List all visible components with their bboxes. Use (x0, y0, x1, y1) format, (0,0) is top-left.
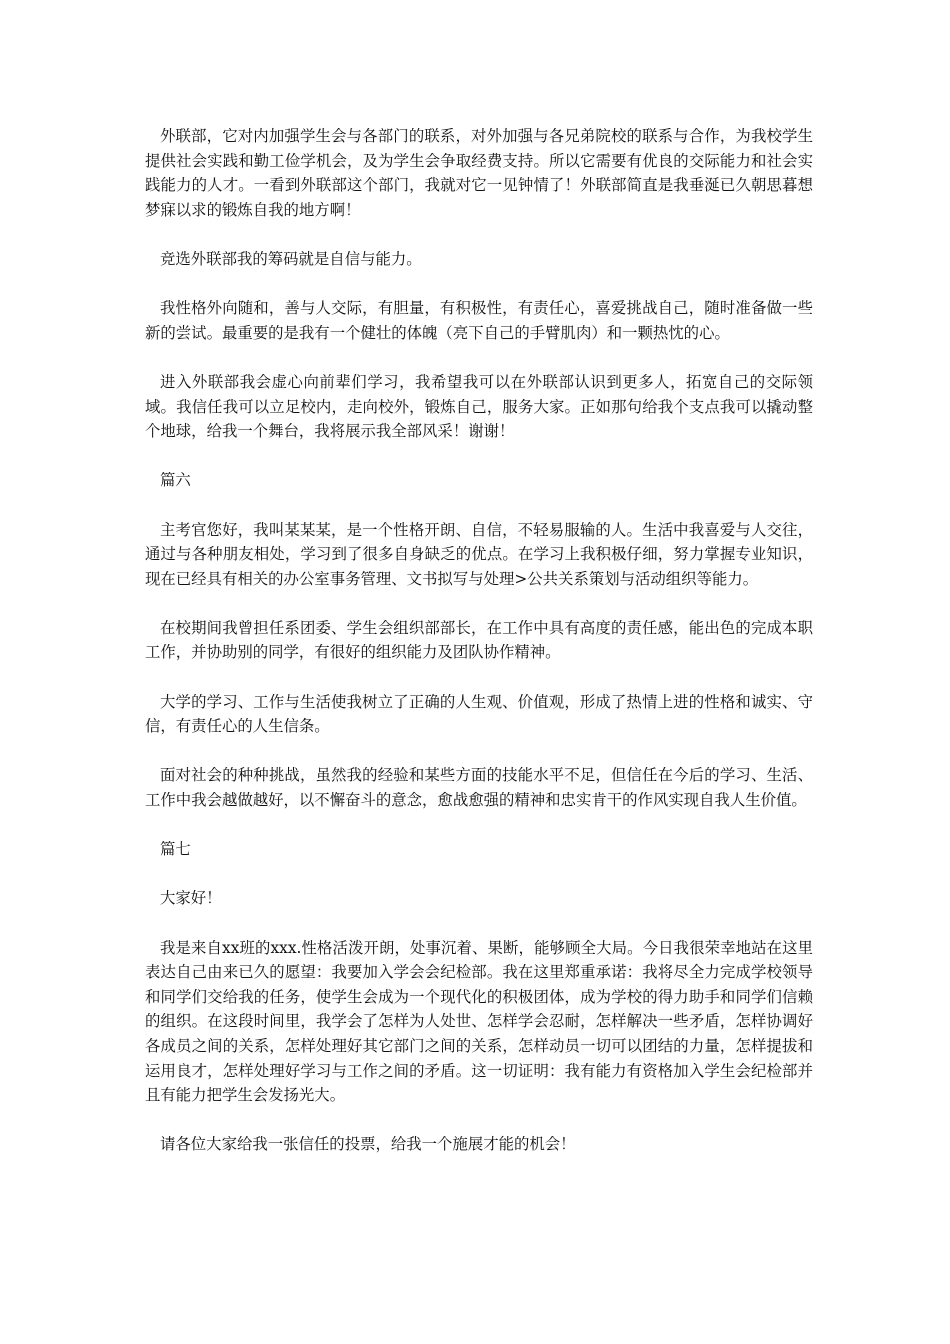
section-heading-six: 篇六 (160, 471, 191, 490)
paragraph-values: 大学的学习、工作与生活使我树立了正确的人生观、价值观，形成了热情上进的性格和诚实、守信，有责任心的人生信条。 (145, 692, 813, 736)
paragraph-greeting: 大家好！ (160, 889, 222, 908)
paragraph-challenges: 面对社会的种种挑战，虽然我的经验和某些方面的技能水平不足，但信任在今后的学习、生活、工作中我会越做越好，以不懈奋斗的意念，愈战愈强的精神和忠实肯干的作风实现自我人生价值。 (145, 766, 813, 810)
section-heading-seven: 篇七 (160, 840, 191, 859)
paragraph-confidence: 竞选外联部我的筹码就是自信与能力。 (160, 249, 422, 268)
paragraph-external-relations-intro: 外联部，它对内加强学生会与各部门的联系，对外加强与各兄弟院校的联系与合作，为我校学生提供社会实践和勤工俭学机会，及为学生会争取经费支持。所以它需要有优良的交际能力和社会实践能力的人才。一看到外联部这个部门，我就对它一见钟情了！外联部简直是我垂涎已久朝思暮想梦寐以求的锻炼自我的地方啊！ (145, 127, 813, 219)
paragraph-learning-plan: 进入外联部我会虚心向前辈们学习，我希望我可以在外联部认识到更多人，拓宽自己的交际领域。我信任我可以立足校内，走向校外，锻炼自己，服务大家。正如那句给我个支点我可以撬动整个地球，给我一个舞台，我将展示我全部风采！谢谢！ (145, 372, 813, 441)
paragraph-self-introduction: 主考官您好，我叫某某某，是一个性格开朗、自信，不轻易服输的人。生活中我喜爱与人交往，通过与各种朋友相处，学习到了很多自身缺乏的优点。在学习上我积极仔细，努力掌握专业知识，现在已经具有相关的办公室事务管理、文书拟写与处理>公共关系策划与活动组织等能力。 (145, 520, 813, 588)
document-page (145, 124, 813, 1182)
paragraph-personality: 我性格外向随和，善与人交际，有胆量，有积极性，有责任心，喜爱挑战自己，随时准备做一些新的尝试。最重要的是我有一个健壮的体魄（亮下自己的手臂肌肉）和一颗热忱的心。 (145, 299, 813, 342)
paragraph-school-experience: 在校期间我曾担任系团委、学生会组织部部长，在工作中具有高度的责任感，能出色的完成本职工作，并协助别的同学，有很好的组织能力及团队协作精神。 (145, 618, 813, 662)
paragraph-discipline-department: 我是来自xx班的xxx.性格活泼开朗，处事沉着、果断，能够顾全大局。今日我很荣幸地站在这里表达自己由来已久的愿望：我要加入学会会纪检部。我在这里郑重承诺：我将尽全力完成学校领导和同学们交给我的任务，使学生会成为一个现代化的积极团体，成为学校的得力助手和同学们信赖的组织。在这段时间里，我学会了怎样为人处世、怎样学会忍耐，怎样解决一些矛盾，怎样协调好各成员之间的关系，怎样处理好其它部门之间的关系，怎样动员一切可以团结的力量，怎样提拔和运用良才，怎样处理好学习与工作之间的矛盾。这一切证明：我有能力有资格加入学生会纪检部并且有能力把学生会发扬光大。 (145, 938, 813, 1105)
paragraph-closing-request: 请各位大家给我一张信任的投票，给我一个施展才能的机会！ (160, 1135, 576, 1154)
